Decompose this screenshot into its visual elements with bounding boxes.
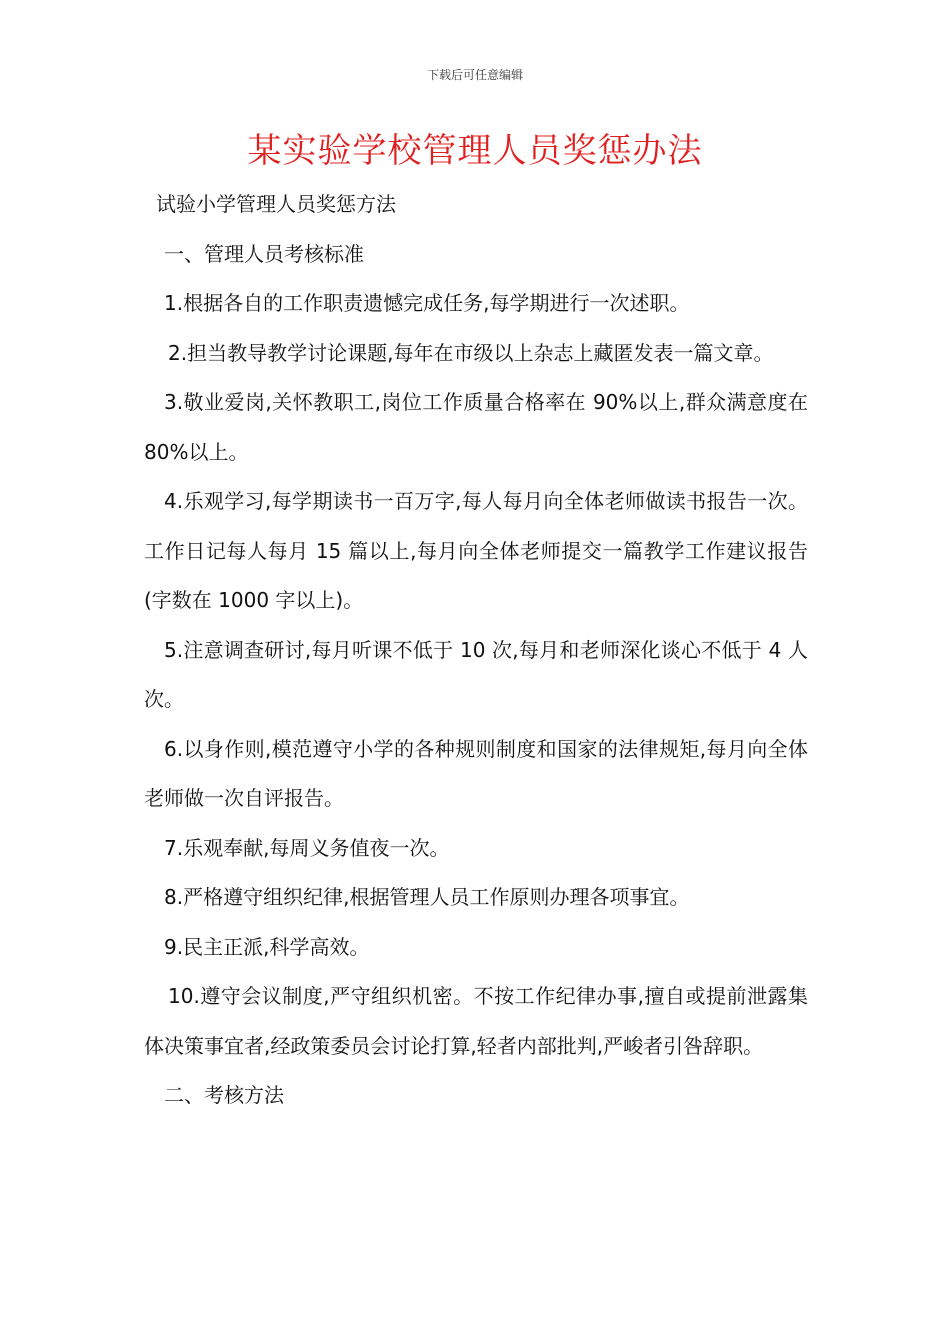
list-item: 9.民主正派,科学高效。 — [164, 934, 370, 959]
list-item: 3.敬业爱岗,关怀教职工,岗位工作质量合格率在 90%以上,群众满意度在 80%以上。 — [144, 390, 808, 464]
header-note: 下载后可任意编辑 — [426, 68, 523, 82]
list-item: 8.严格遵守组织纪律,根据管理人员工作原则办理各项事宜。 — [164, 885, 690, 909]
list-item: 6.以身作则,模范遵守小学的各种规则制度和国家的法律规矩,每月向全体老师做一次自评报告。 — [144, 736, 808, 810]
list-item: 1.根据各自的工作职责遗憾完成任务,每学期进行一次述职。 — [164, 291, 690, 315]
list-item: 5.注意调查研讨,每月听课不低于 10 次,每月和老师深化谈心不低于 4 人次。 — [144, 637, 808, 711]
list-item: 7.乐观奉献,每周义务值夜一次。 — [164, 835, 450, 860]
document-body — [144, 180, 808, 1121]
subtitle-paragraph: 试验小学管理人员奖惩方法 — [156, 192, 396, 216]
section-heading-2: 二、考核方法 — [164, 1083, 284, 1107]
section-heading-1: 一、管理人员考核标准 — [164, 241, 364, 266]
list-item: 2.担当教导教学讨论课题,每年在市级以上杂志上藏匿发表一篇文章。 — [168, 340, 774, 365]
list-item: 4.乐观学习,每学期读书一百万字,每人每月向全体老师做读书报告一次。工作日记每人每月 15 篇以上,每月向全体老师提交一篇教学工作建议报告(字数在 1000 字以上)。 — [144, 489, 808, 612]
document-title: 某实验学校管理人员奖惩办法 — [247, 131, 703, 171]
list-item: 10.遵守会议制度,严守组织机密。不按工作纪律办事,擅自或提前泄露集体决策事宜者,经政策委员会讨论打算,轻者内部批判,严峻者引咎辞职。 — [144, 984, 808, 1058]
